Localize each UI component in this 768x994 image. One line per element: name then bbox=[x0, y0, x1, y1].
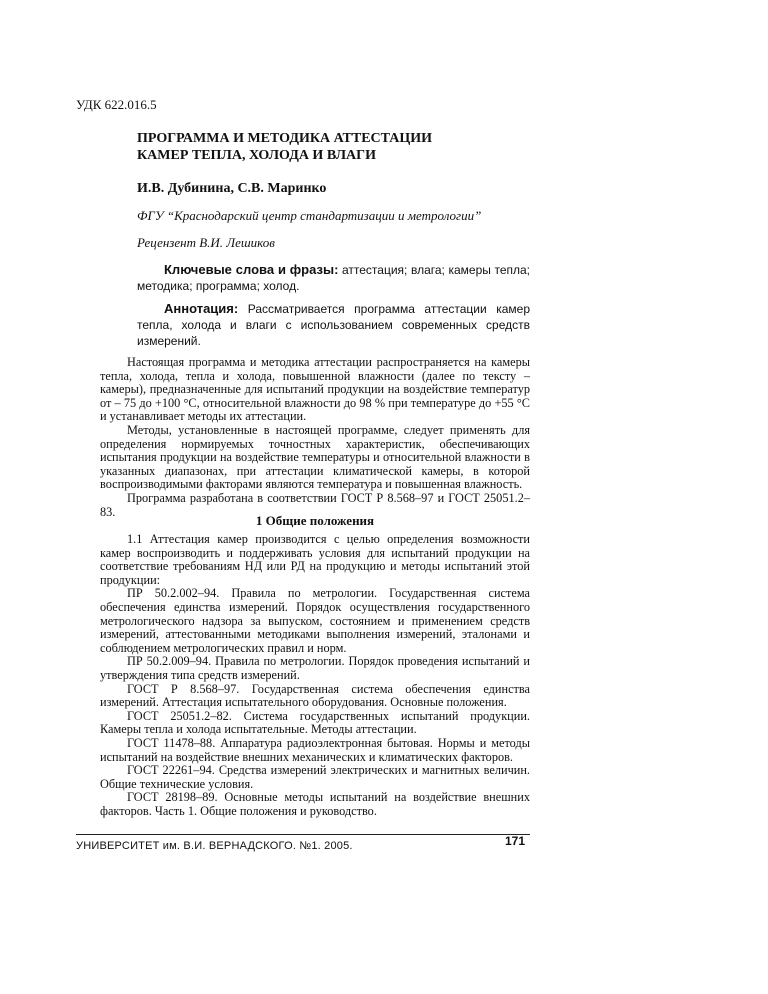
reference-item: ГОСТ 28198–89. Основные методы испытаний на воздействие внешних факторов. Часть 1. Общие положения и руководство. bbox=[100, 790, 530, 818]
page-number: 171 bbox=[505, 834, 526, 848]
keywords-label: Ключевые слова и фразы: bbox=[164, 262, 339, 277]
authors: И.В. Дубинина, С.В. Маринко bbox=[137, 181, 327, 196]
abstract-text: Рассматривается программа аттестации камер тепла, холода и влаги с использованием современных средств измерений. bbox=[137, 302, 530, 348]
abstract-block bbox=[137, 301, 530, 349]
abstract-label: Аннотация: bbox=[164, 301, 239, 316]
section-1-heading: 1 Общие положения bbox=[255, 513, 375, 528]
journal-footer: УНИВЕРСИТЕТ им. В.И. ВЕРНАДСКОГО. №1. 2005. bbox=[76, 840, 353, 852]
reference-item: ГОСТ 25051.2–82. Система государственных испытаний продукции. Камеры тепла и холода испытательные. Методы аттестации. bbox=[100, 708, 530, 737]
keywords-block bbox=[137, 262, 530, 294]
intro-text bbox=[100, 356, 530, 519]
reference-item: ГОСТ 11478–88. Аппаратура радиоэлектронная бытовая. Нормы и методы испытаний на воздействие внешних механических и климатических факторов. bbox=[100, 735, 530, 764]
affiliation: ФГУ “Краснодарский центр стандартизации и метрологии” bbox=[137, 208, 482, 223]
reviewer: Рецензент В.И. Лешиков bbox=[137, 235, 275, 250]
reference-item: ПР 50.2.009–94. Правила по метрологии. Порядок проведения испытаний и утверждения типа средств измерений. bbox=[100, 654, 530, 682]
footer-divider bbox=[76, 834, 530, 835]
udk-code: УДК 622.016.5 bbox=[76, 97, 157, 112]
reference-item: ГОСТ 22261–94. Средства измерений электрических и магнитных величин. Общие технические условия. bbox=[100, 763, 530, 791]
title-line-2: КАМЕР ТЕПЛА, ХОЛОДА И ВЛАГИ bbox=[137, 148, 376, 163]
section-1-body bbox=[100, 533, 530, 818]
intro-paragraph: Настоящая программа и методика аттестации распространяется на камеры тепла, холода, тепла и холода, повышенной влажности (далее по тексту – камеры), предназначенные для испытаний продукции на воздействие температур от – 75 до +100 °С, относительной влажности до 98 % при температуре до +55 °С и устанавливает методы их аттестации. bbox=[100, 355, 530, 424]
intro-paragraph: Программа разработана в соответствии ГОСТ Р 8.568–97 и ГОСТ 25051.2–83. bbox=[100, 490, 530, 519]
intro-paragraph: Методы, установленные в настоящей программе, следует применять для определения нормируемых точностных характеристик, обеспечивающих испытания продукции на воздействие температуры и относительной влажности в указанных диапазонах, при аттестации климатической камеры, в которой воспроизводимыми факторами являются температура и повышенная влажность. bbox=[100, 422, 530, 492]
keywords-text: аттестация; влага; камеры тепла; методика; программа; холод. bbox=[137, 263, 530, 293]
title-line-1: ПРОГРАММА И МЕТОДИКА АТТЕСТАЦИИ bbox=[137, 131, 433, 146]
section-1-lead: 1.1 Аттестация камер производится с целью определения возможности камер воспроизводить и поддерживать условия для испытаний продукции на соответствие требованиям НД или РД на продукцию и методы испытаний этой продукции: bbox=[100, 532, 530, 587]
reference-item: ПР 50.2.002–94. Правила по метрологии. Государственная система обеспечения единства измерений. Порядок осуществления государственного метрологического надзора за выпуском, состоянием и применением средств измерений, аттестованными методиками выполнения измерений, эталонами и соблюдением метрологических правил и норм. bbox=[100, 586, 530, 655]
article-title bbox=[137, 130, 432, 164]
reference-item: ГОСТ Р 8.568–97. Государственная система обеспечения единства измерений. Аттестация испытательного оборудования. Основные положения. bbox=[100, 681, 530, 710]
